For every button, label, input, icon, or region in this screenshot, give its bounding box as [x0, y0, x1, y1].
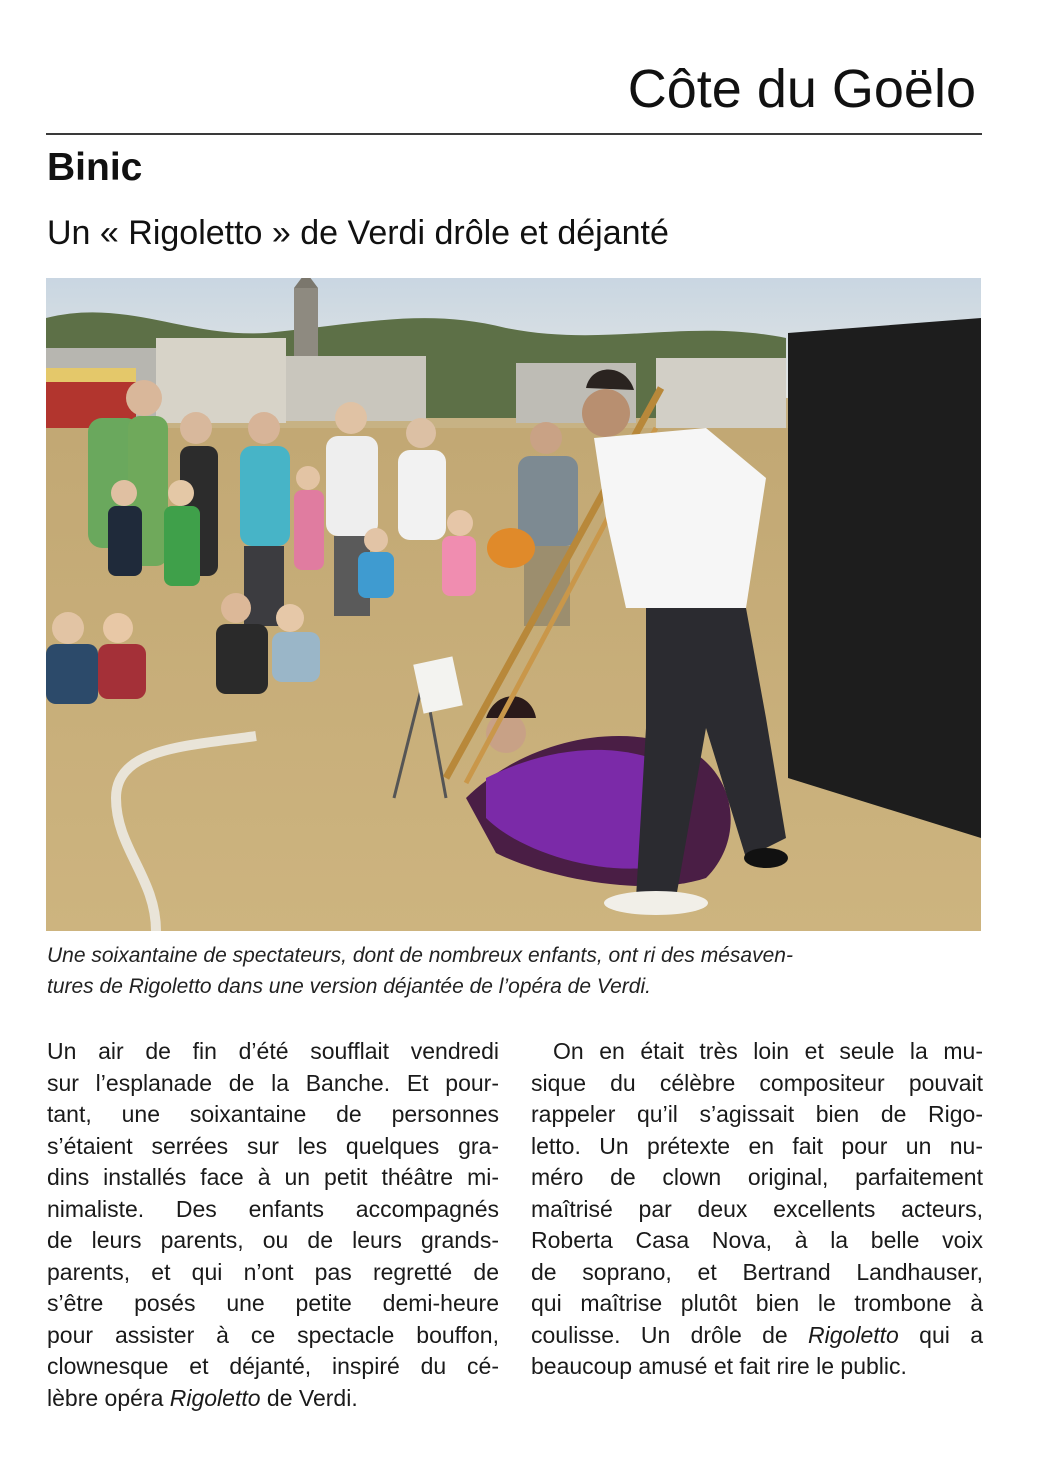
body-line: pour assister à ce spectacle bouffon, — [47, 1321, 499, 1348]
body-line: tant, une soixantaine de personnes — [47, 1101, 499, 1127]
body-text: coulisse. Un drôle de — [531, 1321, 809, 1348]
body-line — [531, 1320, 983, 1352]
body-line: qui maîtrise plutôt bien le trombone à — [531, 1290, 983, 1316]
article-photo — [46, 278, 981, 931]
body-line: letto. Un prétexte en fait pour un nu- — [531, 1132, 983, 1159]
body-column-left — [47, 1036, 499, 1414]
body-text: qui a — [898, 1321, 983, 1348]
photo-caption — [47, 940, 983, 1002]
body-line — [47, 1383, 499, 1415]
body-line: beaucoup amusé et fait rire le public. — [531, 1353, 907, 1379]
body-line: maîtrisé par deux excellents acteurs, — [531, 1195, 983, 1222]
body-line: rappeler qu’il s’agissait bien de Rigo- — [531, 1101, 983, 1127]
opera-title: Rigoletto — [808, 1321, 899, 1348]
caption-line: tures de Rigoletto dans une version déjantée de l’opéra de Verdi. — [47, 975, 651, 998]
body-line: s’étaient serrées sur les quelques gra- — [47, 1132, 499, 1159]
body-line: de leurs parents, ou de leurs grands- — [47, 1227, 499, 1253]
body-line: parents, et qui n’ont pas regretté de — [47, 1258, 499, 1285]
body-line: nimaliste. Des enfants accompagnés — [47, 1195, 499, 1222]
section-rule — [46, 133, 982, 135]
opera-title: Rigoletto — [169, 1384, 261, 1411]
body-line: On en était très loin et seule la mu- — [553, 1038, 983, 1064]
body-line: Roberta Casa Nova, à la belle voix — [531, 1227, 983, 1253]
caption-line: Une soixantaine de spectateurs, dont de nombreux enfants, ont ri des mésaven- — [47, 944, 793, 967]
body-text: lèbre opéra — [47, 1384, 170, 1411]
body-line: dins installés face à un petit théâtre mi- — [47, 1164, 499, 1190]
body-text: de Verdi. — [260, 1384, 358, 1411]
body-column-right — [531, 1036, 983, 1383]
body-line: méro de clown original, parfaitement — [531, 1164, 983, 1190]
body-line: clownesque et déjanté, inspiré du cé- — [47, 1353, 499, 1379]
body-line: Un air de fin d’été soufflait vendredi — [47, 1038, 499, 1064]
article-headline: Un « Rigoletto » de Verdi drôle et déjanté — [47, 214, 669, 252]
body-line: de soprano, et Bertrand Landhauser, — [531, 1258, 983, 1285]
body-line: sur l’esplanade de la Banche. Et pour- — [47, 1069, 499, 1096]
article-kicker: Binic — [47, 146, 143, 189]
body-line: s’être posés une petite demi-heure — [47, 1290, 499, 1316]
section-title: Côte du Goëlo — [627, 59, 976, 119]
body-line: sique du célèbre compositeur pouvait — [531, 1069, 983, 1096]
